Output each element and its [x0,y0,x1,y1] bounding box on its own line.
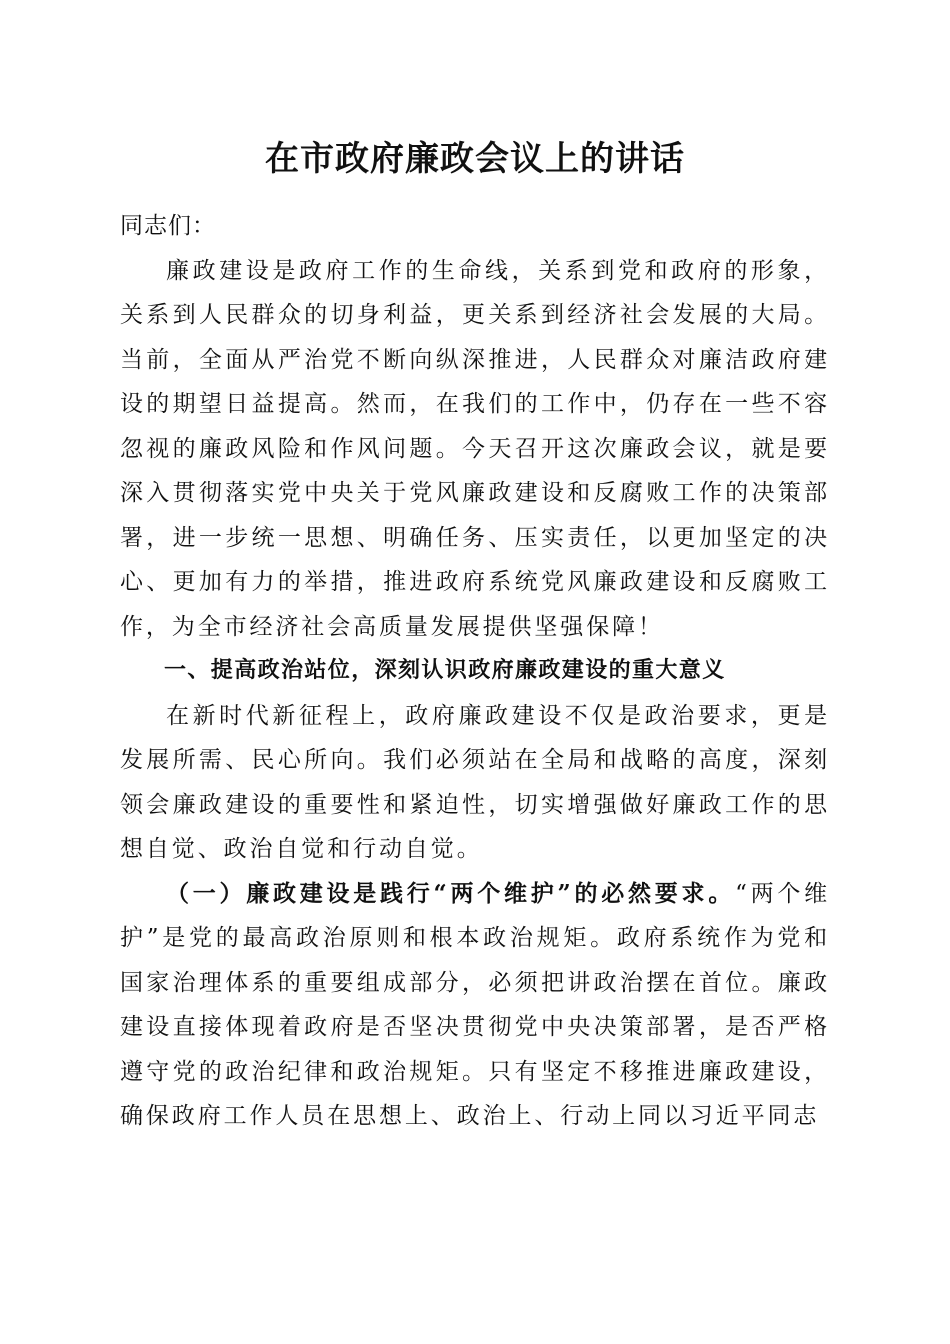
document-body [120,204,830,1139]
document-title: 在市政府廉政会议上的讲话 [265,139,685,179]
subsection-1-paragraph [120,872,830,1139]
salutation: 同志们： [120,213,216,239]
intro-paragraph: 廉政建设是政府工作的生命线，关系到党和政府的形象，关系到人民群众的切身利益，更关系到经济社会发展的大局。当前，全面从严治党不断向纵深推进，人民群众对廉洁政府建设的期望日益提高。然而，在我们的工作中，仍存在一些不容忽视的廉政风险和作风问题。今天召开这次廉政会议，就是要深入贯彻落实党中央关于党风廉政建设和反腐败工作的决策部署，进一步统一思想、明确任务、压实责任，以更加坚定的决心、更加有力的举措，推进政府系统党风廉政建设和反腐败工作，为全市经济社会高质量发展提供坚强保障！ [120,257,830,640]
subsection-1-lead: （一）廉政建设是践行“两个维护”的必然要求。 [166,879,736,907]
section-1-paragraph: 在新时代新征程上，政府廉政建设不仅是政治要求，更是发展所需、民心所向。我们必须站在全局和战略的高度，深刻领会廉政建设的重要性和紧迫性，切实增强做好廉政工作的思想自觉、政治自觉和行动自觉。 [120,702,830,862]
subsection-1-text: “两个维护”是党的最高政治原则和根本政治规矩。政府系统作为党和国家治理体系的重要组成部分，必须把讲政治摆在首位。廉政建设直接体现着政府是否坚决贯彻党中央决策部署，是否严格遵守党的政治纪律和政治规矩。只有坚定不移推进廉政建设，确保政府工作人员在思想上、政治上、行动上同以习近平同志 [120,880,831,1129]
section-1-heading: 一、提高政治站位，深刻认识政府廉政建设的重大意义 [164,658,726,683]
